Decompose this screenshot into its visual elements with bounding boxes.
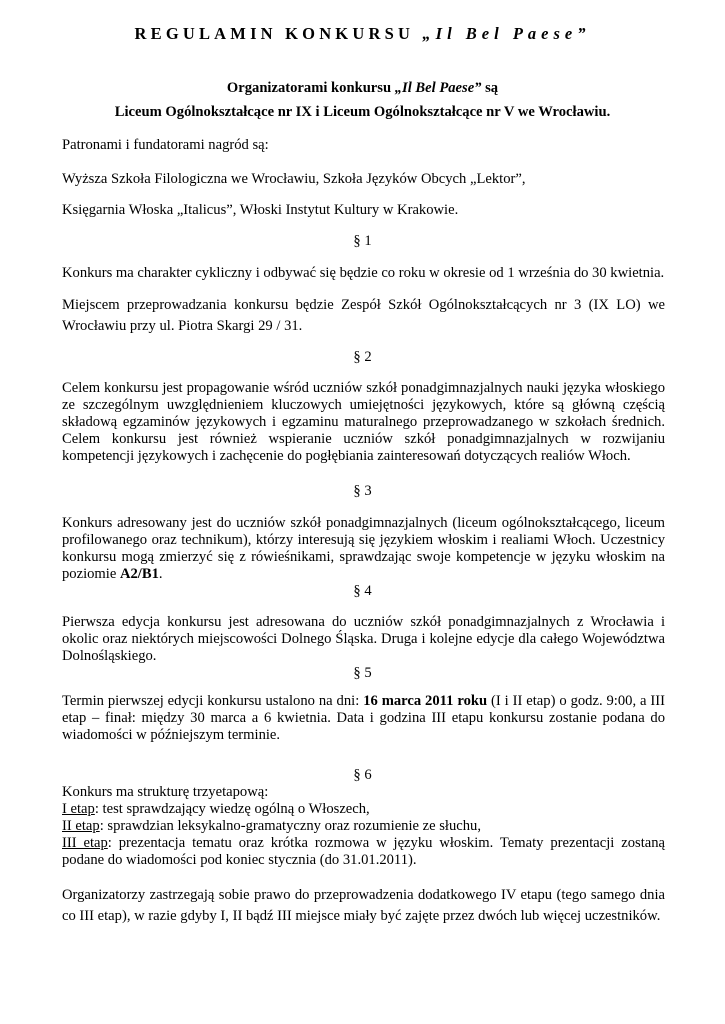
section-2-paragraph: Celem konkursu jest propagowanie wśród uczniów szkół ponadgimnazjalnych nauki języka włoskiego ze szczególnym uwzględnieniem kluczowych umiejętności językowych, które są główną częścią składową egzaminów językowych i egzaminu maturalnego przeprowadzanego w szkołach średnich. Celem konkursu jest również wspieranie uczniów szkół ponadgimnazjalnych w rozwijaniu kompetencji językowych i zachęcenie do pogłębiania zainteresowań dotyczących realiów Włoch.	[62, 380, 665, 464]
stage-2-item: II etap: sprawdzian leksykalno-gramatyczny oraz rozumienie ze słuchu,	[62, 818, 481, 834]
patrons-line-2: Księgarnia Włoska „Italicus”, Włoski Instytut Kultury w Krakowie.	[62, 202, 459, 218]
contest-name: „Il Bel Paese”	[394, 80, 482, 96]
title-contest-name: „Il Bel Paese”	[422, 24, 591, 43]
section-3-paragraph: Konkurs adresowany jest do uczniów szkół ponadgimnazjalnych (liceum ogólnokształcącego, liceum profilowanego oraz technikum), którzy interesują się językiem włoskim i realiami Włoch. Uczestnicy konkursu mogą zmierzyć się z rówieśnikami, sprawdzając swoje kompetencje w języku włoskim na poziomie A2/B1.	[62, 515, 665, 582]
organizers-line-1: Organizatorami konkursu „Il Bel Paese” są	[226, 80, 499, 96]
section-6-intro: Konkurs ma strukturę trzyetapową:	[62, 784, 269, 800]
title-main: REGULAMIN KONKURSU	[134, 24, 415, 43]
stage-1-item: I etap: test sprawdzający wiedzę ogólną o Włoszech,	[62, 801, 370, 817]
patrons-intro: Patronami i fundatorami nagród są:	[62, 137, 269, 153]
document-title	[0, 24, 725, 44]
section-mark-5: § 5	[353, 665, 372, 681]
stage-1-label: I etap	[62, 801, 95, 817]
section-5-paragraph: Termin pierwszej edycji konkursu ustalono na dni: 16 marca 2011 roku (I i II etap) o godz. 9:00, a III etap – finał: między 30 marca a 6 kwietnia. Data i godzina III etapu konkursu zostanie podana do wiadomości w późniejszym terminie.	[62, 693, 665, 743]
language-level: A2/B1	[119, 566, 159, 582]
section-mark-3: § 3	[353, 483, 372, 499]
stage-3-label: III etap	[62, 835, 108, 851]
section-1-paragraph-1: Konkurs ma charakter cykliczny i odbywać się będzie co roku w okresie od 1 września do 30 kwietnia.	[62, 265, 665, 281]
section-mark-2: § 2	[353, 349, 372, 365]
section-1-paragraph-2-line-2: Wrocławiu przy ul. Piotra Skargi 29 / 31.	[62, 318, 303, 334]
stage-2-label: II etap	[62, 818, 100, 834]
section-mark-6: § 6	[353, 767, 372, 783]
section-mark-1: § 1	[353, 233, 372, 249]
section-4-paragraph: Pierwsza edycja konkursu jest adresowana do uczniów szkół ponadgimnazjalnych z Wrocławia i okolic oraz niektórych miejscowości Dolnego Śląska. Druga i kolejne edycje dla całego Województwa Dolnośląskiego.	[62, 614, 665, 664]
patrons-line-1: Wyższa Szkoła Filologiczna we Wrocławiu, Szkoła Języków Obcych „Lektor”,	[62, 171, 526, 187]
first-edition-date: 16 marca 2011 roku	[363, 693, 488, 709]
section-1-paragraph-2-line-1: Miejscem przeprowadzania konkursu będzie Zespół Szkół Ogólnokształcących nr 3 (IX LO) we	[62, 297, 665, 313]
section-mark-4: § 4	[353, 583, 372, 599]
organizers-line-2: Liceum Ogólnokształcące nr IX i Liceum Ogólnokształcące nr V we Wrocławiu.	[114, 104, 611, 120]
stage-3-item: III etap: prezentacja tematu oraz krótka rozmowa w języku włoskim. Tematy prezentacji zostaną podane do wiadomości pod koniec stycznia (do 31.01.2011).	[62, 835, 665, 868]
section-6-extra-paragraph: Organizatorzy zastrzegają sobie prawo do przeprowadzenia dodatkowego IV etapu (tego samego dnia co III etap), w razie gdyby I, II bądź III miejsce miały być zajęte przez dwóch lub więcej uczestników.	[62, 887, 665, 924]
